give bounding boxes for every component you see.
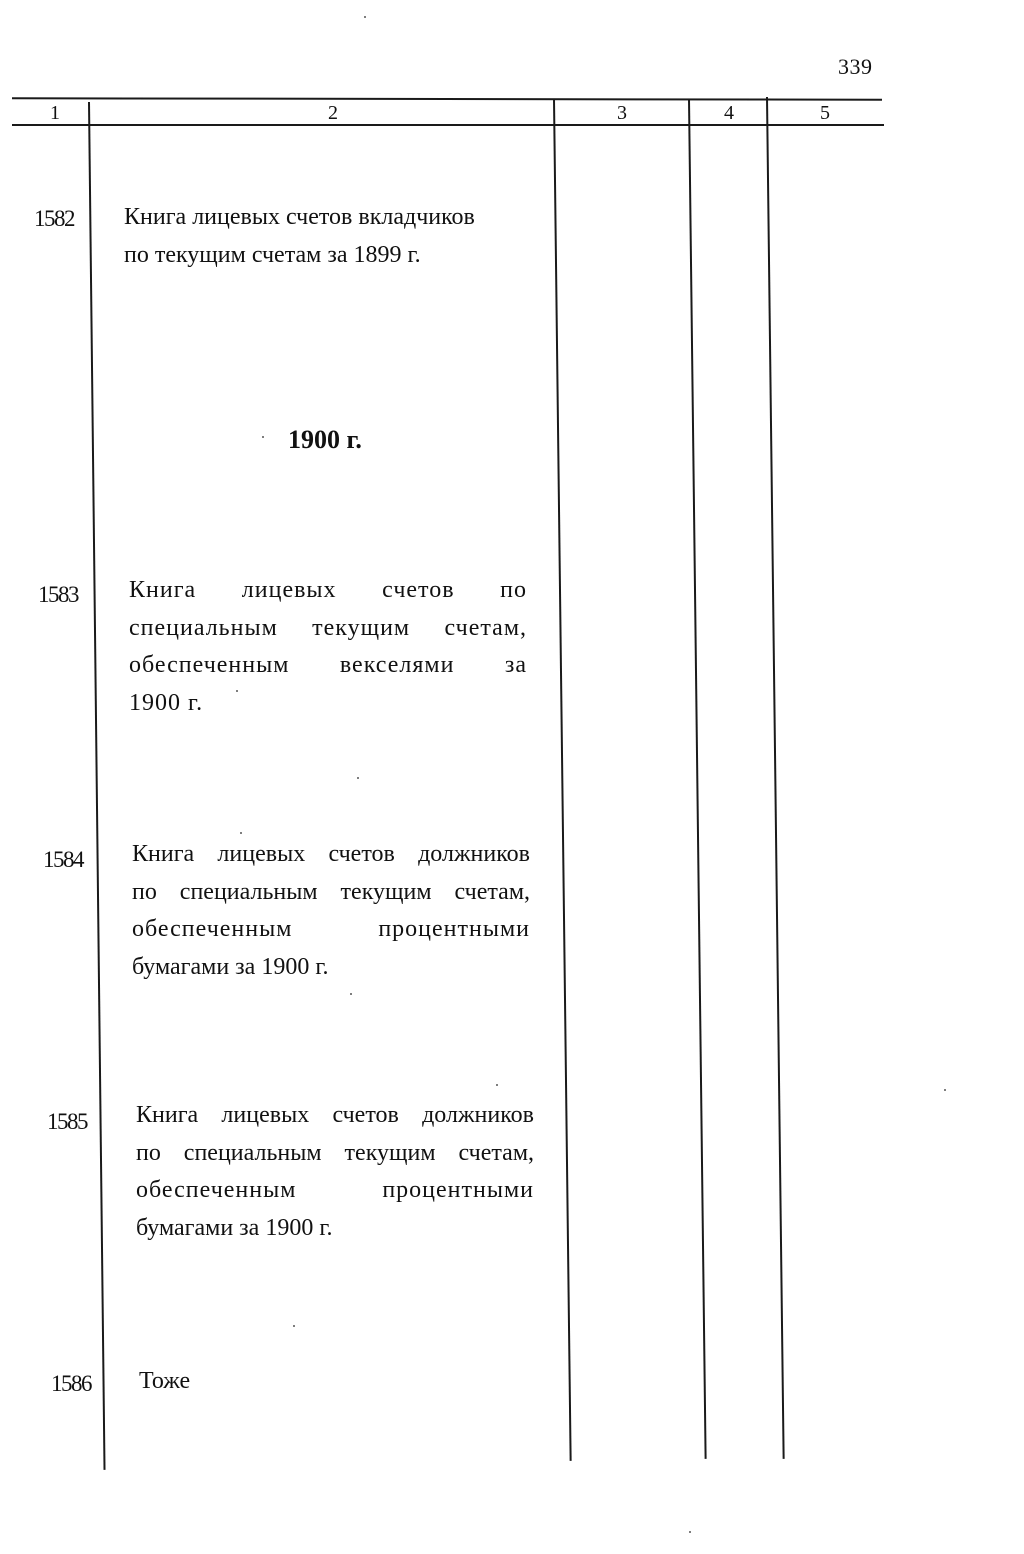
description-line: обеспеченным процентными xyxy=(132,916,530,942)
record-number: 1583 xyxy=(38,582,78,607)
scan-speck xyxy=(293,1325,295,1327)
record-number: 1582 xyxy=(34,206,74,231)
description-line: по специальным текущим счетам, xyxy=(132,878,530,905)
year-section-heading: 1900 г. xyxy=(288,425,362,454)
header-bottom-rule xyxy=(12,124,884,126)
record-description xyxy=(132,836,530,986)
description-line: Книга лицевых счетов должников xyxy=(132,841,530,867)
column-divider-4 xyxy=(766,97,785,1459)
description-line: Тоже xyxy=(139,1368,191,1394)
description-line: обеспеченным процентными xyxy=(136,1177,534,1203)
record-description xyxy=(124,198,526,274)
column-divider-1 xyxy=(88,102,106,1470)
scan-speck xyxy=(236,690,238,692)
record-number: 1584 xyxy=(43,847,83,872)
scan-speck xyxy=(240,832,242,834)
description-line: 1900 г. xyxy=(129,689,204,716)
description-line: бумагами за 1900 г. xyxy=(136,1214,333,1241)
description-line: Книга лицевых счетов вкладчиков xyxy=(124,204,475,230)
column-header-2: 2 xyxy=(328,102,338,124)
column-header-3: 3 xyxy=(617,102,627,124)
column-divider-3 xyxy=(688,99,707,1459)
column-header-5: 5 xyxy=(820,102,830,124)
record-description xyxy=(139,1362,339,1400)
column-header-1: 1 xyxy=(50,102,60,124)
column-divider-2 xyxy=(553,99,572,1461)
record-description xyxy=(129,572,527,722)
scan-speck xyxy=(496,1084,498,1086)
page-number: 339 xyxy=(838,54,873,79)
scan-speck xyxy=(364,16,366,18)
record-description xyxy=(136,1097,534,1247)
scan-speck xyxy=(350,993,352,995)
column-header-4: 4 xyxy=(724,102,734,124)
header-top-rule xyxy=(12,97,882,101)
description-line: специальным текущим счетам, xyxy=(129,614,527,641)
description-line: обеспеченным векселями за xyxy=(129,652,527,678)
scan-speck xyxy=(689,1531,691,1533)
scan-speck xyxy=(262,436,264,438)
record-number: 1586 xyxy=(51,1371,91,1396)
description-line: бумагами за 1900 г. xyxy=(132,953,329,980)
record-number: 1585 xyxy=(47,1109,87,1134)
scan-speck xyxy=(357,777,359,779)
description-line: Книга лицевых счетов по xyxy=(129,577,527,603)
scan-speck xyxy=(944,1089,946,1091)
description-line: Книга лицевых счетов должников xyxy=(136,1102,534,1128)
description-line: по специальным текущим счетам, xyxy=(136,1139,534,1166)
description-line: по текущим счетам за 1899 г. xyxy=(124,242,421,268)
